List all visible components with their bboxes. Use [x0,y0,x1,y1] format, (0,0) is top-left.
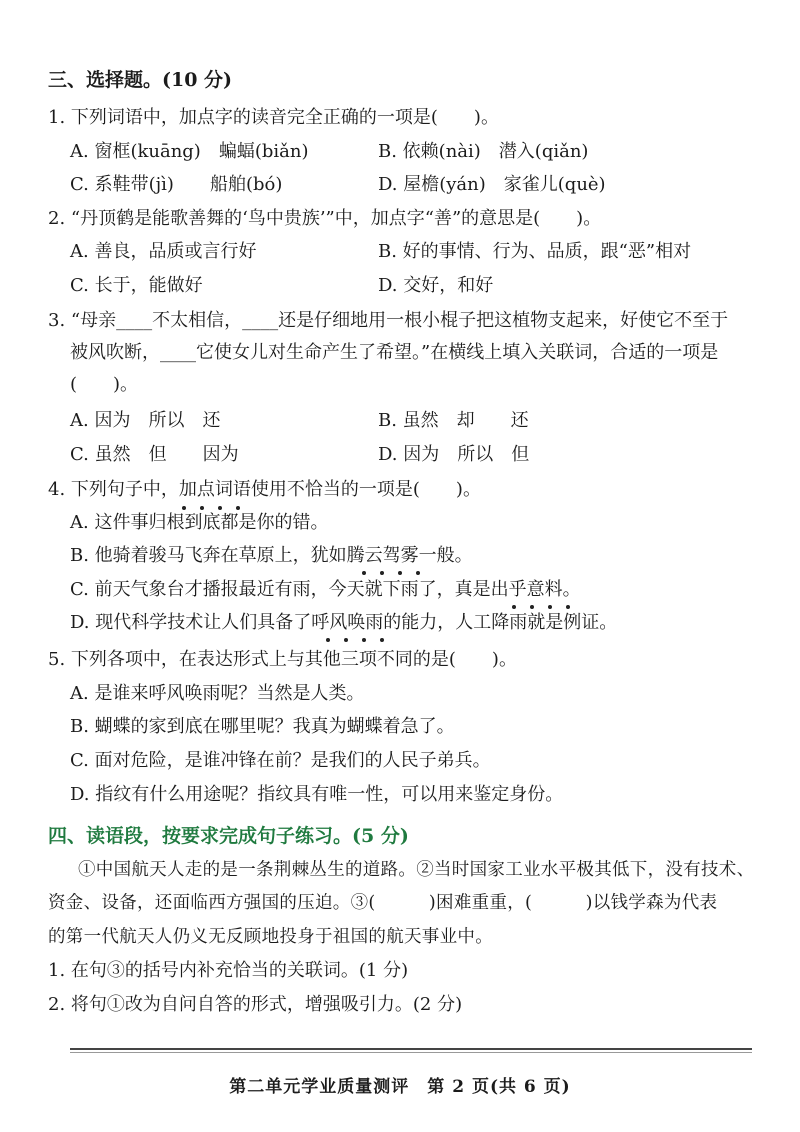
emphasis-dot [548,605,552,609]
question-4-option-b: B. 他骑着骏马飞奔在草原上，犹如腾云驾雾一般。 [70,545,473,566]
question-5-option-d: D. 指纹有什么用途呢？指纹具有唯一性，可以用来鉴定身份。 [70,784,564,805]
emphasis-dot [398,571,402,575]
question-2-stem: 2. “丹顶鹤是能歌善舞的‘鸟中贵族’”中，加点字“善”的意思是( )。 [48,208,602,229]
task-2: 2. 将句①改为自问自答的形式，增强吸引力。(2 分) [48,994,463,1015]
emphasis-dot [326,638,330,642]
section-3-title: 三、选择题。(10 分) [48,69,233,91]
emphasis-dot [380,571,384,575]
emphasis-dot [344,638,348,642]
question-1-option-d: D. 屋檐(yán) 家雀儿(què) [378,174,606,195]
question-3-stem-line-1: 3. “母亲____不太相信，____还是仔细地用一根小棍子把这植物支起来，好使它不至于 [48,310,729,331]
question-4-option-d: D. 现代科学技术让人们具备了呼风唤雨的能力，人工降雨就是例证。 [70,612,618,633]
emphasis-dot [218,506,222,510]
question-2-option-c: C. 长于，能做好 [70,275,203,296]
question-2-option-a: A. 善良，品质或言行好 [70,241,257,262]
question-5-option-c: C. 面对危险，是谁冲锋在前？是我们的人民子弟兵。 [70,750,491,771]
task-1: 1. 在句③的括号内补充恰当的关联词。(1 分) [48,960,409,981]
question-5-stem: 5. 下列各项中，在表达形式上与其他三项不同的是( )。 [48,649,517,670]
question-3-option-a: A. 因为 所以 还 [70,410,221,431]
question-5-option-b: B. 蝴蝶的家到底在哪里呢？我真为蝴蝶着急了。 [70,716,455,737]
question-3-option-c: C. 虽然 但 因为 [70,444,239,465]
emphasis-dot [530,605,534,609]
emphasis-dot [200,506,204,510]
question-3-stem-line-3: ( )。 [70,374,139,395]
question-3-option-b: B. 虽然 却 还 [378,410,529,431]
question-1-option-c: C. 系鞋带(jì) 船舶(bó) [70,174,283,195]
question-4-option-a: A. 这件事归根到底都是你的错。 [70,512,329,533]
footer-rule [70,1048,752,1050]
emphasis-dot [362,571,366,575]
page-footer: 第二单元学业质量测评 第 2 页(共 6 页) [229,1077,571,1097]
section-4-title: 四、读语段，按要求完成句子练习。(5 分) [48,825,409,847]
emphasis-dot [380,638,384,642]
passage-line-3: 的第一代航天人仍义无反顾地投身于祖国的航天事业中。 [48,927,493,947]
emphasis-dot [362,638,366,642]
question-5-option-a: A. 是谁来呼风唤雨呢？当然是人类。 [70,683,365,704]
footer-rule-thin [70,1052,752,1053]
question-3-option-d: D. 因为 所以 但 [378,444,530,465]
passage-line-1: ①中国航天人走的是一条荆棘丛生的道路。②当时国家工业水平极其低下，没有技术、 [78,860,755,880]
emphasis-dot [416,571,420,575]
question-2-option-d: D. 交好，和好 [378,275,494,296]
emphasis-dot [512,605,516,609]
question-1-stem: 1. 下列词语中，加点字的读音完全正确的一项是( )。 [48,107,499,128]
question-3-stem-line-2: 被风吹断，____它使女儿对生命产生了希望。”在横线上填入关联词，合适的一项是 [70,342,719,363]
emphasis-dot [236,506,240,510]
question-4-option-c: C. 前天气象台才播报最近有雨，今天就下雨了，真是出乎意料。 [70,579,581,600]
question-2-option-b: B. 好的事情、行为、品质，跟“恶”相对 [378,241,692,262]
emphasis-dot [182,506,186,510]
question-1-option-a: A. 窗框(kuāng) 蝙蝠(biǎn) [70,141,309,162]
question-4-stem: 4. 下列句子中，加点词语使用不恰当的一项是( )。 [48,479,481,500]
question-1-option-b: B. 依赖(nài) 潜入(qiǎn) [378,141,589,162]
emphasis-dot [566,605,570,609]
passage-line-2: 资金、设备，还面临西方强国的压迫。③( )困难重重，( )以钱学森为代表 [48,893,718,913]
